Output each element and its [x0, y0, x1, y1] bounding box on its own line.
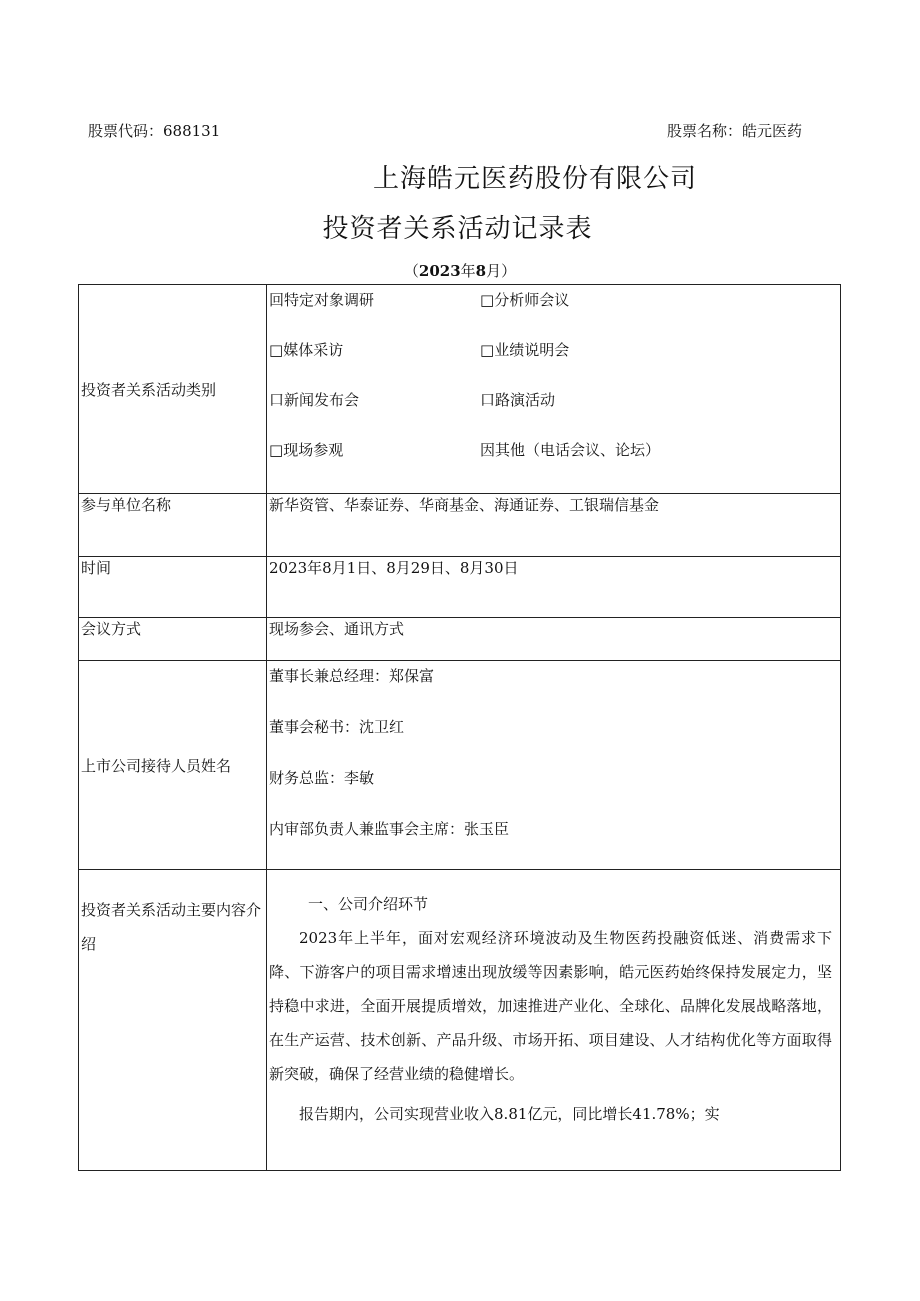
period-open: （	[403, 262, 419, 280]
activity-type-options	[267, 285, 840, 489]
row-meeting-mode	[79, 618, 841, 661]
row-time	[79, 557, 841, 618]
option-label: 路演活动	[495, 391, 556, 409]
period-mid: 年	[460, 262, 476, 280]
option-media-interview	[269, 339, 480, 389]
stock-name: 股票名称：皓元医药	[667, 122, 803, 140]
time-label-cell	[79, 557, 267, 618]
record-table	[78, 284, 841, 1171]
content-paragraph: 报告期内，公司实现营业收入8.81亿元，同比增长41.78%；实	[299, 1105, 720, 1123]
period-close: 月）	[486, 262, 517, 280]
period-year: 2023	[418, 262, 461, 280]
content-body	[267, 870, 840, 1131]
time-value-cell	[267, 557, 841, 618]
row-participants	[79, 494, 841, 557]
checkbox-empty-icon: □	[480, 341, 495, 359]
checkbox-empty-icon: 口	[480, 391, 496, 409]
company-title: 上海皓元医药股份有限公司	[372, 164, 697, 194]
participants-label: 参与单位名称	[81, 496, 172, 514]
row-content	[79, 870, 841, 1171]
activity-type-options-cell	[267, 285, 841, 494]
checkbox-empty-icon: 口	[269, 391, 285, 409]
reception-people	[267, 661, 840, 869]
option-label: 新闻发布会	[284, 391, 360, 409]
content-label-cell	[79, 870, 267, 1171]
reception-person: 财务总监：李敏	[269, 769, 375, 787]
option-label: 现场参观	[283, 441, 344, 459]
checkbox-empty-icon: □	[269, 441, 284, 459]
option-other	[480, 439, 660, 489]
content-paragraph: 2023年上半年，面对宏观经济环境波动及生物医药投融资低迷、消费需求下降、下游客户的项目需求增速出现放缓等因素影响，皓元医药始终保持发展定力，坚持稳中求进，全面开展提质增效，加速推进产业化、全球化、品牌化发展战略落地，在生产运营、技术创新、产品升级、市场开拓、项目建设、人才结构优化等方面取得新突破，确保了经营业绩的稳健增长。	[269, 929, 832, 1083]
option-analyst-meeting	[480, 289, 569, 339]
option-roadshow	[480, 389, 555, 439]
checkbox-checked-icon: 回	[269, 291, 285, 309]
reception-label: 上市公司接待人员姓名	[81, 756, 232, 775]
content-label: 投资者关系活动主要内容介绍	[81, 901, 262, 953]
option-press-conference	[269, 389, 480, 439]
option-label: 特定对象调研	[284, 291, 375, 309]
time-label: 时间	[81, 559, 112, 577]
option-label: 媒体采访	[283, 341, 344, 359]
form-title: 投资者关系活动记录表	[322, 214, 593, 244]
meeting-mode-value: 现场参会、通讯方式	[269, 620, 405, 638]
stock-code: 股票代码：688131	[88, 122, 221, 140]
option-earnings-call	[480, 339, 569, 389]
reception-person: 董事会秘书：沈卫红	[269, 718, 405, 736]
period-month: 8	[475, 262, 487, 280]
time-value: 2023年8月1日、8月29日、8月30日	[269, 559, 519, 577]
option-site-visit	[269, 439, 480, 489]
report-period	[0, 260, 920, 281]
participants-value: 新华资管、华泰证券、华商基金、海通证券、工银瑞信基金	[269, 496, 660, 514]
reception-person: 董事长兼总经理：郑保富	[269, 667, 435, 685]
row-activity-type	[79, 285, 841, 494]
section-title: 一、公司介绍环节	[308, 895, 429, 913]
meeting-mode-label: 会议方式	[81, 620, 142, 638]
reception-label-cell	[79, 661, 267, 870]
option-label: 业绩说明会	[494, 341, 570, 359]
meeting-mode-label-cell	[79, 618, 267, 661]
reception-people-cell	[267, 661, 841, 870]
activity-type-label: 投资者关系活动类别	[81, 380, 217, 399]
content-body-cell	[267, 870, 841, 1171]
activity-type-label-cell	[79, 285, 267, 494]
option-label: 分析师会议	[494, 291, 570, 309]
participants-label-cell	[79, 494, 267, 557]
row-reception	[79, 661, 841, 870]
checkbox-empty-icon: □	[269, 341, 284, 359]
participants-value-cell	[267, 494, 841, 557]
checkbox-empty-icon: □	[480, 291, 495, 309]
checkbox-checked-icon: 因	[480, 441, 496, 459]
option-label: 其他（电话会议、论坛）	[495, 441, 661, 459]
meeting-mode-value-cell	[267, 618, 841, 661]
reception-person: 内审部负责人兼监事会主席：张玉臣	[269, 820, 510, 838]
option-specific-research	[269, 289, 480, 339]
